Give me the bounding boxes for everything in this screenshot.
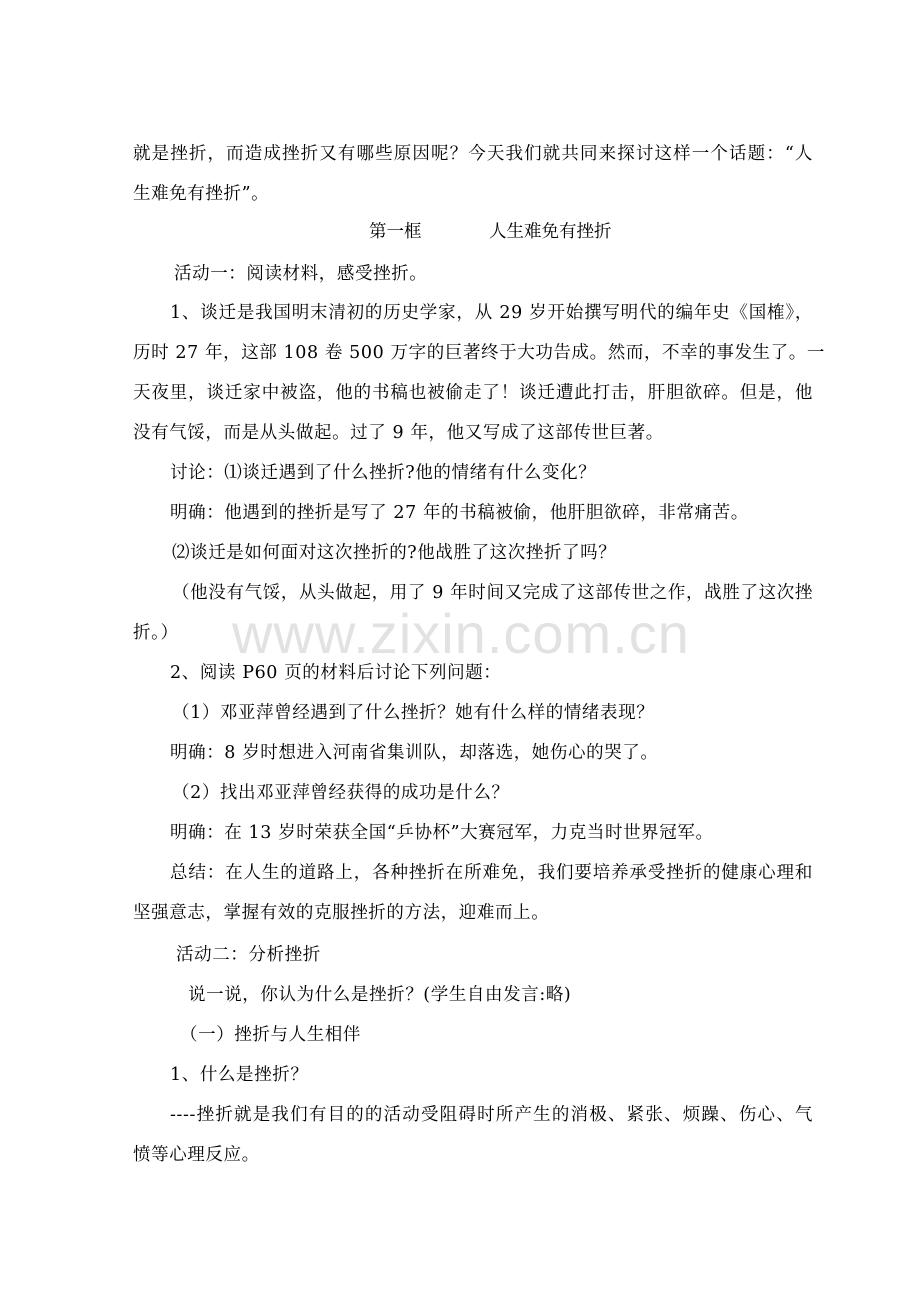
activity2-title: 活动二：分析挫折: [176, 945, 321, 965]
answer-1: 明确：他遇到的挫折是写了 27 年的书稿被偷，他肝胆欲碎，非常痛苦。: [170, 503, 749, 523]
story1-line-2: 历时 27 年，这部 108 卷 500 万字的巨著终于大功告成。然而，不幸的事发生了。一: [133, 343, 825, 363]
story2-answer-1: 明确：8 岁时想进入河南省集训队，却落选，她伤心的哭了。: [170, 743, 659, 763]
story1-line-1: 1、谈迁是我国明末清初的历史学家，从 29 岁开始撰写明代的编年史《国榷》，: [170, 303, 813, 323]
intro-line-1: 就是挫折，而造成挫折又有哪些原因呢？今天我们就共同来探讨这样一个话题：“人: [133, 144, 813, 164]
section-title: 人生难免有挫折: [489, 222, 612, 242]
activity2-subsection: （一）挫折与人生相伴: [180, 1025, 361, 1045]
activity2-point-1: 1、什么是挫折？: [170, 1065, 309, 1085]
discussion-1: 讨论：⑴谈迁遇到了什么挫折?他的情绪有什么变化？: [170, 463, 597, 483]
story1-line-3: 天夜里，谈迁家中被盗，他的书稿也被偷走了！谈迁遭此打击，肝胆欲碎。但是，他: [133, 383, 813, 403]
definition-line-1: ----挫折就是我们有目的的活动受阻碍时所产生的消极、紧张、烦躁、伤心、气: [170, 1105, 813, 1125]
summary-line-2: 坚强意志，掌握有效的克服挫折的方法，迎难而上。: [133, 903, 550, 923]
intro-line-2: 生难免有挫折”。: [133, 184, 270, 204]
activity2-prompt: 说一说，你认为什么是挫折？(学生自由发言:略): [188, 985, 572, 1005]
story1-line-4: 没有气馁，而是从头做起。过了 9 年，他又写成了这部传世巨著。: [133, 423, 664, 443]
activity1-title: 活动一：阅读材料，感受挫折。: [174, 264, 428, 284]
story2-intro: 2、阅读 P60 页的材料后讨论下列问题：: [170, 663, 502, 683]
answer-2-line-2: 折。）: [133, 623, 179, 643]
story2-answer-2: 明确：在 13 岁时荣获全国“乒协杯”大赛冠军，力克当时世界冠军。: [170, 823, 714, 843]
definition-line-2: 愤等心理反应。: [133, 1145, 260, 1165]
section-label: 第一框: [369, 222, 422, 242]
watermark: www.zixin.com.cn: [232, 602, 690, 665]
story2-question-1: （1）邓亚萍曾经遇到了什么挫折？她有什么样的情绪表现？: [172, 703, 655, 723]
answer-2-line-1: （他没有气馁，从头做起，用了 9 年时间又完成了这部传世之作，战胜了这次挫: [172, 583, 813, 603]
question-2: ⑵谈迁是如何面对这次挫折的?他战胜了这次挫折了吗？: [172, 543, 617, 563]
summary-line-1: 总结：在人生的道路上，各种挫折在所难免，我们要培养承受挫折的健康心理和: [170, 863, 813, 883]
story2-question-2: （2）找出邓亚萍曾经获得的成功是什么？: [172, 783, 510, 803]
